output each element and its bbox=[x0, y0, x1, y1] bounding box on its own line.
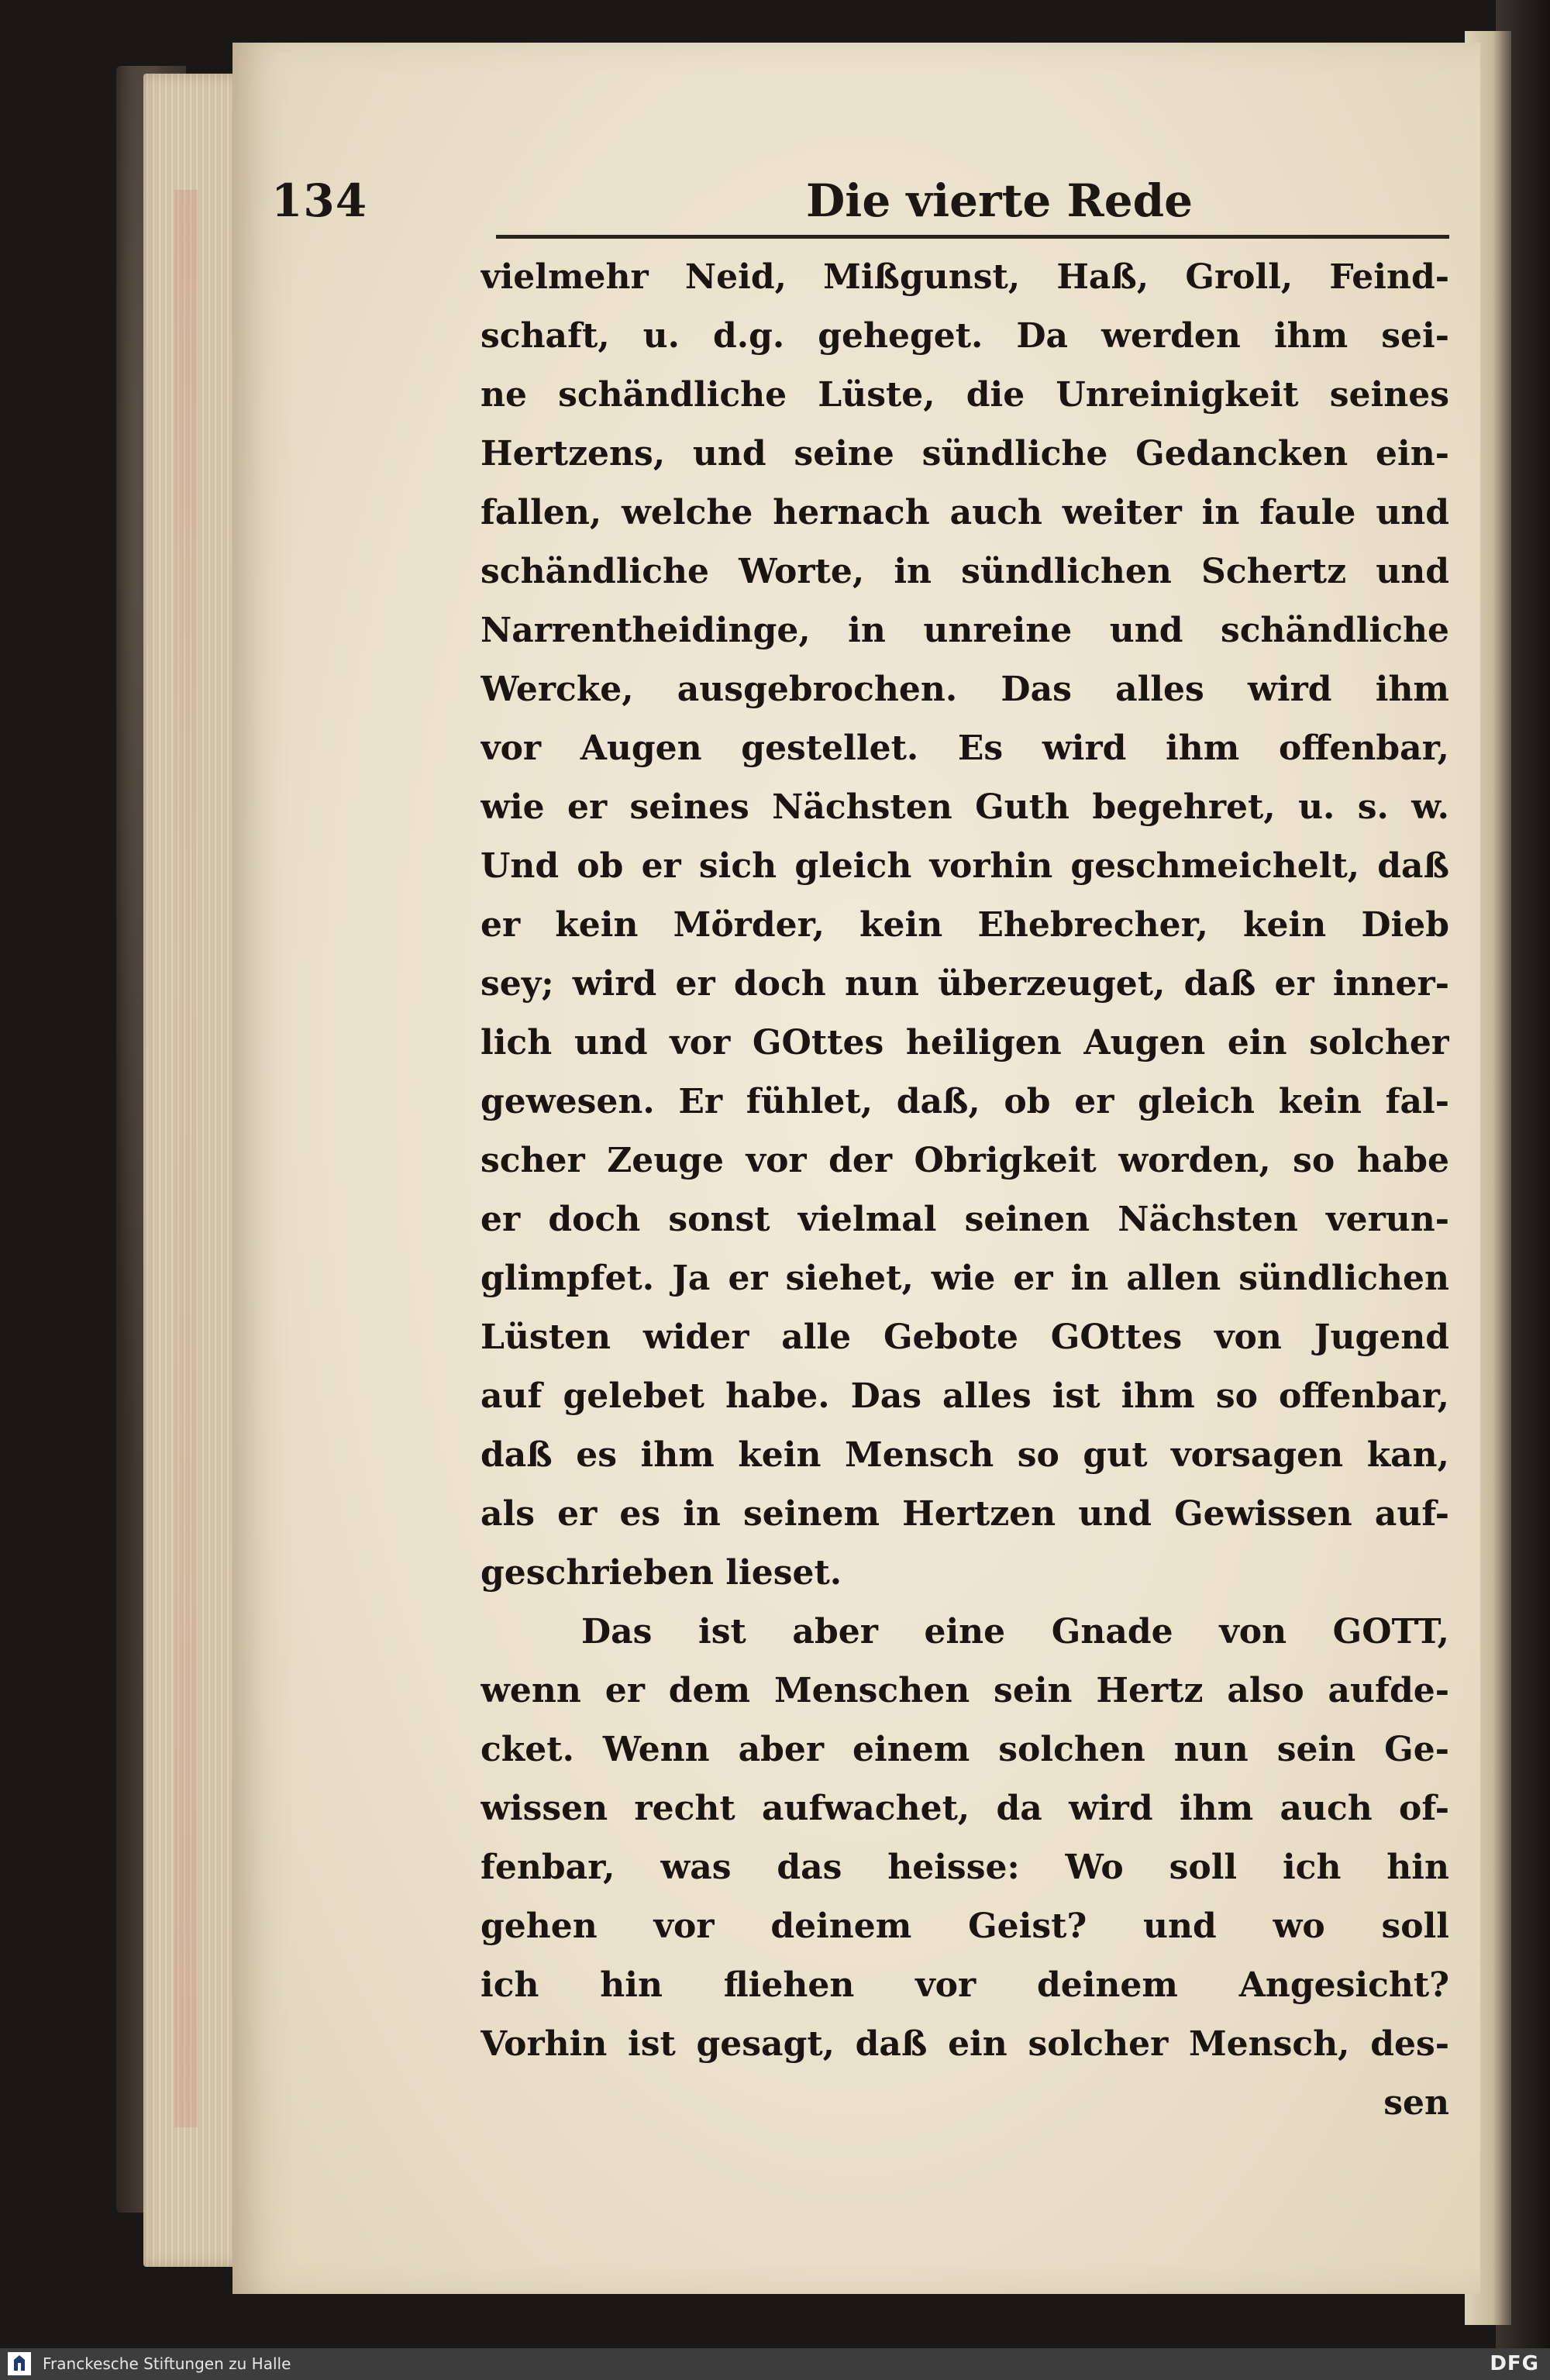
text-line-paragraph-start: Das ist aber eine Gnade von GOTT, bbox=[581, 1612, 1449, 1652]
text-line: Lüsten wider alle Gebote GOttes von Jugend bbox=[480, 1317, 1449, 1357]
text-line: er kein Mörder, kein Ehebrecher, kein Dieb bbox=[480, 905, 1449, 945]
running-head: Die vierte Rede bbox=[806, 174, 1194, 227]
page-header bbox=[264, 167, 1472, 236]
text-line: scher Zeuge vor der Obrigkeit worden, so habe bbox=[480, 1141, 1449, 1180]
dfg-logo: DFG bbox=[1490, 2352, 1539, 2375]
text-line: Vorhin ist gesagt, daß ein solcher Mensch, des- bbox=[480, 2024, 1449, 2064]
footer-bar bbox=[0, 2348, 1550, 2380]
catchword: sen bbox=[1383, 2083, 1449, 2123]
text-line: sey; wird er doch nun überzeuget, daß er inner- bbox=[480, 964, 1449, 1004]
body-text bbox=[480, 248, 1449, 2325]
text-line: vor Augen gestellet. Es wird ihm offenbar, bbox=[480, 728, 1449, 768]
text-line: er doch sonst vielmal seinen Nächsten verun- bbox=[480, 1200, 1449, 1239]
header-rule bbox=[496, 235, 1449, 239]
text-line: fallen, welche hernach auch weiter in faule und bbox=[480, 493, 1449, 532]
text-line: ne schändliche Lüste, die Unreinigkeit seines bbox=[480, 375, 1449, 415]
text-line: als er es in seinem Hertzen und Gewissen auf- bbox=[480, 1494, 1449, 1534]
page-number: 134 bbox=[271, 174, 368, 227]
text-line: gewesen. Er fühlet, daß, ob er gleich kein fal- bbox=[480, 1082, 1449, 1121]
text-line: schaft, u. d.g. geheget. Da werden ihm sei- bbox=[480, 316, 1449, 356]
text-line: wenn er dem Menschen sein Hertz also aufde- bbox=[480, 1671, 1449, 1710]
text-line: Hertzens, und seine sündliche Gedancken ein- bbox=[480, 434, 1449, 474]
text-line: wie er seines Nächsten Guth begehret, u. s. w. bbox=[480, 787, 1449, 827]
text-line: geschrieben lieset. bbox=[480, 1553, 842, 1593]
text-line: daß es ihm kein Mensch so gut vorsagen kan, bbox=[480, 1435, 1449, 1475]
text-line: glimpfet. Ja er siehet, wie er in allen sündlichen bbox=[480, 1259, 1449, 1298]
text-line: Narrentheidinge, in unreine und schändliche bbox=[480, 611, 1449, 650]
text-line: auf gelebet habe. Das alles ist ihm so offenbar, bbox=[480, 1376, 1449, 1416]
text-line: schändliche Worte, in sündlichen Schertz und bbox=[480, 552, 1449, 591]
text-line: fenbar, was das heisse: Wo soll ich hin bbox=[480, 1848, 1449, 1887]
text-line: Wercke, ausgebrochen. Das alles wird ihm bbox=[480, 670, 1449, 709]
footer-institution: Franckesche Stiftungen zu Halle bbox=[43, 2354, 291, 2373]
stiftungen-logo-icon bbox=[8, 2352, 31, 2375]
text-line: ich hin fliehen vor deinem Angesicht? bbox=[480, 1965, 1449, 2005]
text-line: wissen recht aufwachet, da wird ihm auch of- bbox=[480, 1789, 1449, 1828]
text-line: vielmehr Neid, Mißgunst, Haß, Groll, Feind- bbox=[480, 257, 1449, 297]
text-line: Und ob er sich gleich vorhin geschmeichelt, daß bbox=[480, 846, 1449, 886]
text-line: gehen vor deinem Geist? und wo soll bbox=[480, 1906, 1449, 1946]
text-line: lich und vor GOttes heiligen Augen ein solcher bbox=[480, 1023, 1449, 1063]
text-line: cket. Wenn aber einem solchen nun sein Ge- bbox=[480, 1730, 1449, 1769]
